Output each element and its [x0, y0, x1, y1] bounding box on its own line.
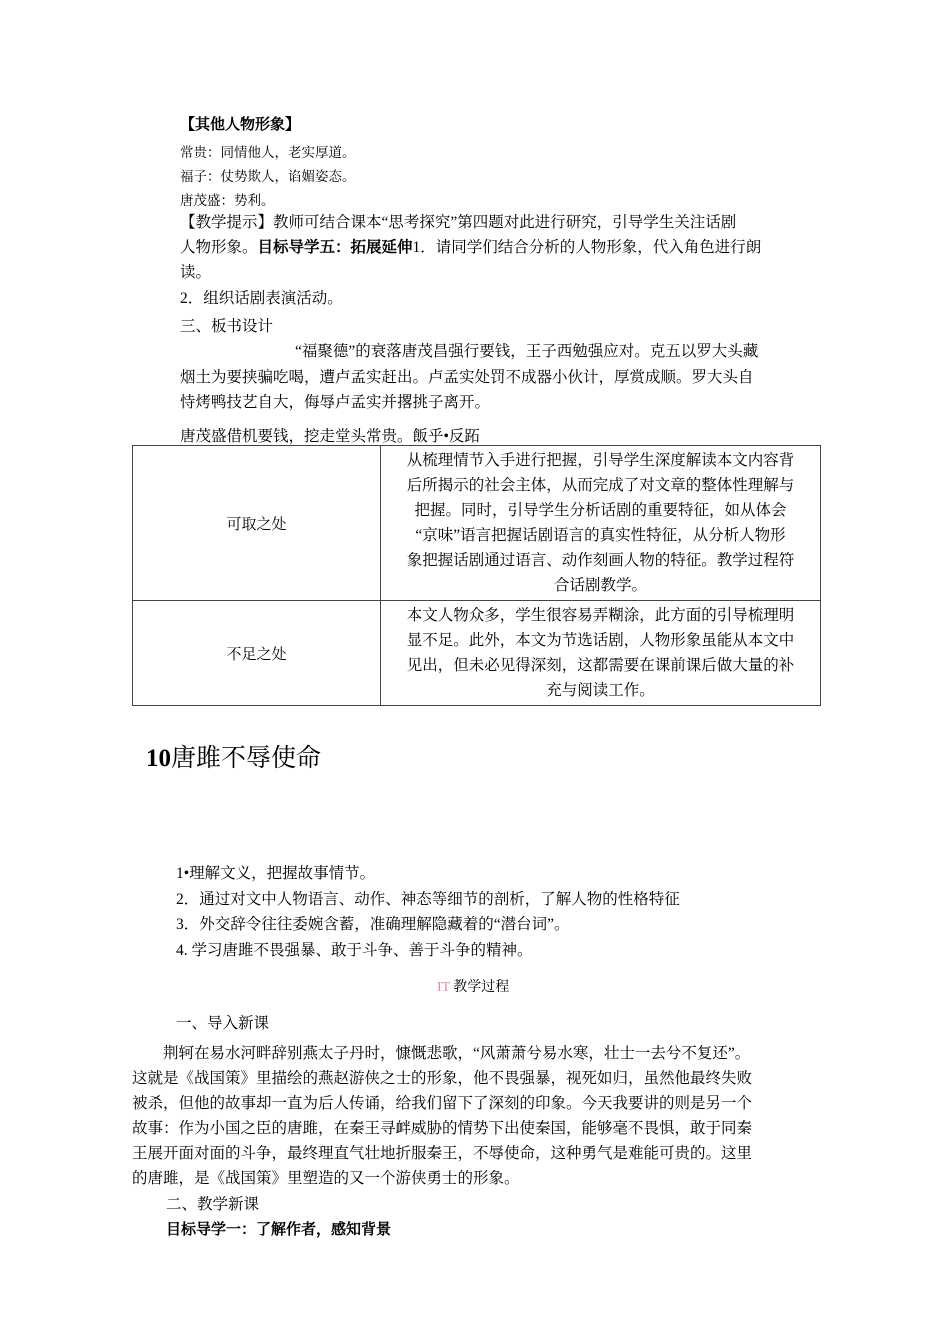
- intro-line: 荆轲在易水河畔辞别燕太子丹时，慷慨悲歌，“风萧萧兮易水寒，壮士一去兮不复还”。: [163, 1045, 751, 1062]
- evaluation-line: 象把握话剧通过语言、动作刻画人物的特征。教学过程符: [406, 552, 795, 569]
- evaluation-line: 从梳理情节入手进行把握，引导学生深度解读本文内容背: [406, 452, 795, 469]
- activity-line: 2．组织话剧表演活动。: [180, 290, 343, 307]
- teaching-tip-text: 教师可结合课本“思考探究”第四题对此进行研究，引导学生关注话剧: [273, 214, 737, 231]
- evaluation-line: “京味”语言把握话剧语言的真实性特征，从分析人物形: [415, 527, 786, 544]
- board-design-line: 唐茂盛借机要钱，挖走堂头常贵。飯乎•反跖: [180, 428, 480, 445]
- teaching-tip-text: 1．请同学们结合分析的人物形象，代入角色进行朗: [412, 239, 762, 256]
- objective-item: 3．外交辞令往往委婉含蓄，准确理解隐藏着的“潜台词”。: [176, 916, 570, 933]
- objective-item: 2．通过对文中人物语言、动作、神态等细节的剖析，了解人物的性格特征: [176, 891, 680, 908]
- table-row: [133, 601, 821, 706]
- other-characters-heading: 【其他人物形象】: [180, 116, 301, 133]
- evaluation-line: 把握。同时，引导学生分析话剧的重要特征，如从体会: [414, 502, 787, 519]
- evaluation-content: [381, 446, 821, 601]
- character-item: 福子：仗势欺人，谄媚姿态。: [180, 169, 356, 184]
- goal-one-heading: 目标导学一：了解作者，感知背景: [166, 1221, 392, 1238]
- evaluation-label: 可取之处: [133, 446, 381, 601]
- process-icon: IT: [437, 980, 451, 995]
- objective-item: 4. 学习唐雎不畏强暴、敢于斗争、善于斗争的精神。: [176, 942, 533, 959]
- teaching-tip-line: 读。: [180, 264, 212, 281]
- evaluation-content: [381, 601, 821, 706]
- intro-heading: 一、导入新课: [176, 1015, 270, 1032]
- teaching-tip-line: [180, 211, 736, 235]
- teaching-process-heading: [437, 975, 509, 999]
- intro-line: 被杀，但他的故事却一直为后人传诵，给我们留下了深刻的印象。今天我要讲的则是另一个: [132, 1095, 753, 1112]
- intro-line: 的唐雎，是《战国策》里塑造的又一个游侠勇士的形象。: [132, 1170, 520, 1187]
- teaching-tip-line: [180, 236, 761, 260]
- new-lesson-heading: 二、教学新课: [166, 1196, 260, 1213]
- intro-line: 这就是《战国策》里描绘的燕赵游侠之士的形象，他不畏强暴，视死如归，虽然他最终失败: [132, 1070, 753, 1087]
- teaching-tip-label: 【教学提示】: [180, 214, 274, 231]
- board-design-line: 烟土为要挟骗吃喝，遭卢孟实赶出。卢孟实处罚不成器小伙计，厚赏成顺。罗大头自: [180, 369, 754, 386]
- evaluation-line: 显不足。此外，本文为节选话剧，人物形象虽能从本文中: [406, 632, 795, 649]
- evaluation-line: 本文人物众多，学生很容易弄糊涂，此方面的引导梳理明: [406, 607, 795, 624]
- goal-five-heading: 目标导学五：拓展延伸: [257, 239, 413, 256]
- intro-line: 故事：作为小国之臣的唐雎，在秦王寻衅威胁的情势下出使秦国，能够毫不畏惧，敢于同秦: [132, 1120, 753, 1137]
- objective-item: 1•理解文义，把握故事情节。: [176, 865, 376, 882]
- board-design-line: “福聚德”的衰落唐茂昌强行要钱，王子西勉强应对。克五以罗大头藏: [295, 343, 759, 360]
- lesson-number: 10: [146, 745, 171, 772]
- evaluation-line: 合话剧教学。: [553, 577, 647, 594]
- character-item: 唐茂盛：势利。: [180, 193, 275, 208]
- evaluation-line: 后所揭示的社会主体，从而完成了对文章的整体性理解与: [406, 477, 795, 494]
- lesson-title: [146, 740, 321, 777]
- character-item: 常贵：同情他人，老实厚道。: [180, 145, 356, 160]
- lesson-name: 唐雎不辱使命: [171, 744, 322, 772]
- intro-line: 王展开面对面的斗争，最终理直气壮地折服秦王，不辱使命，这种勇气是难能可贵的。这里: [132, 1145, 753, 1162]
- table-row: [133, 446, 821, 601]
- board-design-heading: 三、板书设计: [180, 318, 274, 335]
- evaluation-table: [132, 445, 821, 706]
- board-design-line: 恃烤鸭技艺自大，侮辱卢孟实并撂挑子离开。: [180, 394, 491, 411]
- evaluation-line: 见出，但未必见得深刻，这都需要在课前课后做大量的补: [406, 657, 795, 674]
- process-label: 教学过程: [453, 978, 510, 994]
- evaluation-label: 不足之处: [133, 601, 381, 706]
- evaluation-line: 充与阅读工作。: [546, 682, 655, 699]
- teaching-tip-text: 人物形象。: [180, 239, 258, 256]
